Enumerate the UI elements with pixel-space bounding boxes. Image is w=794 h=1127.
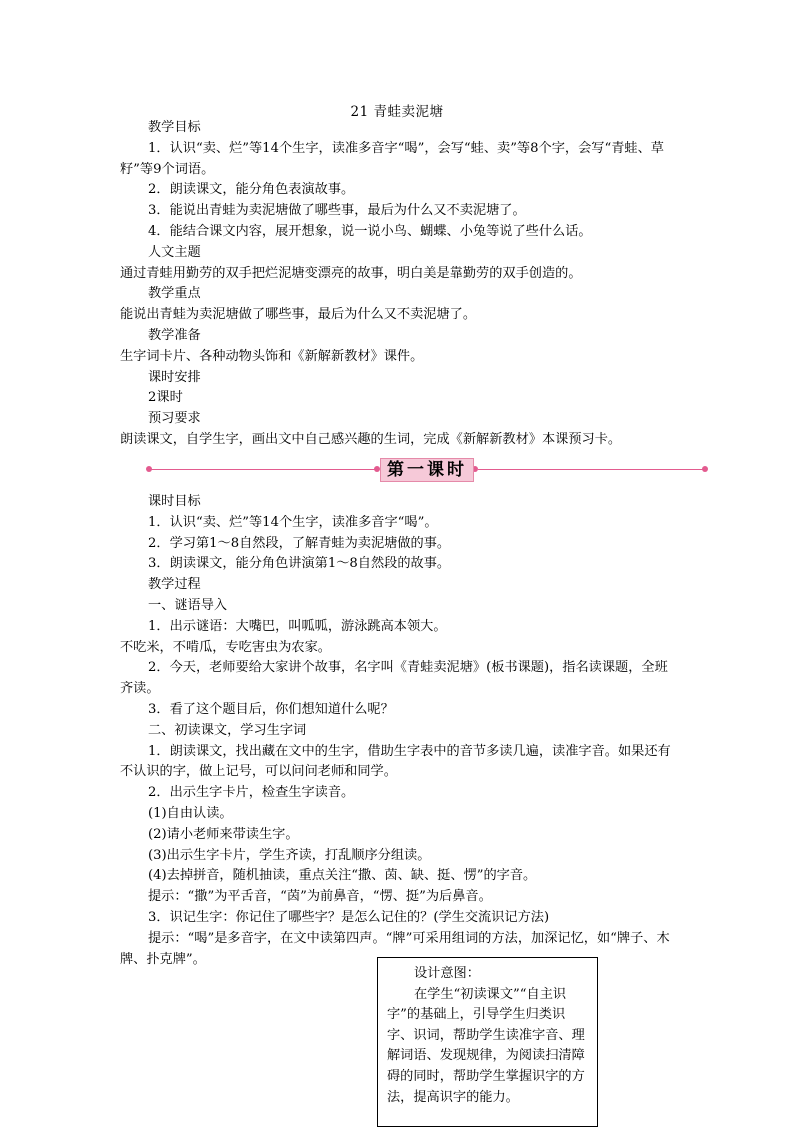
design-note-body: 在学生“初读课文”“自主识字”的基础上，引导学生归类识字、识词，帮助学生读准字音、理解词语、发现规律，为阅读扫清障碍的同时，帮助学生掌握识字的方法，提高识字的能力。 — [387, 986, 585, 1105]
overview-body: 通过青蛙用勤劳的双手把烂泥塘变漂亮的故事，明白美是靠勤劳的双手创造的。 — [120, 265, 582, 281]
lesson-heading: 一、谜语导入 — [148, 597, 228, 613]
overview-item: 3．能说出青蛙为卖泥塘做了哪些事，最后为什么又不卖泥塘了。 — [148, 203, 526, 219]
lesson-item: 提示：“撒”为平舌音，“茵”为前鼻音，“愣、挺”为后鼻音。 — [148, 889, 492, 905]
lesson-item: (1)自由认读。 — [148, 805, 233, 821]
overview-heading: 教学重点 — [148, 286, 201, 302]
overview-heading: 预习要求 — [148, 411, 201, 427]
lesson-overview — [120, 118, 680, 451]
lesson-item: 提示：“喝”是多音字，在文中读第四声。“牌”可采用组词的方法，加深记忆，如“牌子、木牌、扑克牌”。 — [120, 930, 670, 967]
lesson-item: 1．认识“卖、烂”等14个生字，读准多音字“喝”。 — [148, 514, 438, 530]
lesson-item: 1．朗读课文，找出藏在文中的生字，借助生字表中的音节多读几遍，读准字音。如果还有不认识的字，做上记号，可以问问老师和同学。 — [120, 743, 671, 780]
lesson-item: 2．今天，老师要给大家讲个故事，名字叫《青蛙卖泥塘》(板书课题)，指名读课题，全班齐读。 — [120, 660, 668, 697]
lesson-heading: 课时目标 — [148, 494, 201, 509]
overview-item: 1．认识“卖、烂”等14个生字，读准多音字“喝”，会写“蛙、卖”等8个字，会写“青蛙、草籽”等9个词语。 — [120, 140, 664, 177]
overview-body: 生字词卡片、各种动物头饰和《新解新教材》课件。 — [120, 348, 424, 364]
divider-dot-icon — [702, 466, 708, 472]
divider-rule-left — [150, 469, 378, 470]
overview-body: 能说出青蛙为卖泥塘做了哪些事，最后为什么又不卖泥塘了。 — [120, 307, 477, 323]
lesson-item: 3．朗读课文，能分角色讲演第1～8自然段的故事。 — [148, 556, 451, 572]
lesson-item: 2．学习第1～8自然段，了解青蛙为卖泥塘做的事。 — [148, 535, 451, 551]
divider-dot-icon — [146, 466, 152, 472]
section-divider — [146, 458, 708, 482]
divider-rule-right — [478, 469, 704, 470]
overview-item: 4．能结合课文内容，展开想象，说一说小鸟、蝴蝶、小兔等说了些什么话。 — [148, 223, 592, 239]
lesson-heading: 二、初读课文，学习生字词 — [148, 722, 307, 738]
first-lesson-content — [120, 492, 680, 970]
lesson-item: 1．出示谜语：大嘴巴，叫呱呱，游泳跳高本领大。 — [148, 618, 447, 634]
lesson-item: (4)去掉拼音，随机抽读，重点关注“撒、茵、缺、挺、愣”的字音。 — [148, 868, 537, 884]
overview-heading: 人文主题 — [148, 244, 201, 260]
lesson-item: (3)出示生字卡片，学生齐读，打乱顺序分组读。 — [148, 847, 431, 863]
overview-heading: 课时安排 — [148, 369, 201, 385]
lesson-item: 2．出示生字卡片，检查生字读音。 — [148, 785, 355, 801]
lesson-title: 21 青蛙卖泥塘 — [350, 104, 444, 120]
overview-heading: 教学目标 — [148, 120, 201, 135]
lesson-item: 3．识记生字：你记住了哪些字？是怎么记住的？(学生交流识记方法) — [148, 909, 550, 925]
lesson-item: (2)请小老师来带读生字。 — [148, 826, 299, 842]
lesson-body: 不吃米，不啃瓜，专吃害虫为农家。 — [120, 639, 331, 655]
overview-body: 朗读课文，自学生字，画出文中自己感兴趣的生词，完成《新解新教材》本课预习卡。 — [120, 431, 622, 447]
section-badge: 第一课时 — [380, 458, 474, 482]
overview-item: 2．朗读课文，能分角色表演故事。 — [148, 182, 355, 198]
design-note-box — [377, 957, 598, 1127]
overview-heading: 教学准备 — [148, 327, 201, 343]
overview-heading: 2课时 — [148, 390, 183, 406]
lesson-item: 3．看了这个题目后，你们想知道什么呢？ — [148, 701, 394, 717]
lesson-heading: 教学过程 — [148, 577, 201, 593]
design-note-title: 设计意图： — [414, 966, 480, 981]
